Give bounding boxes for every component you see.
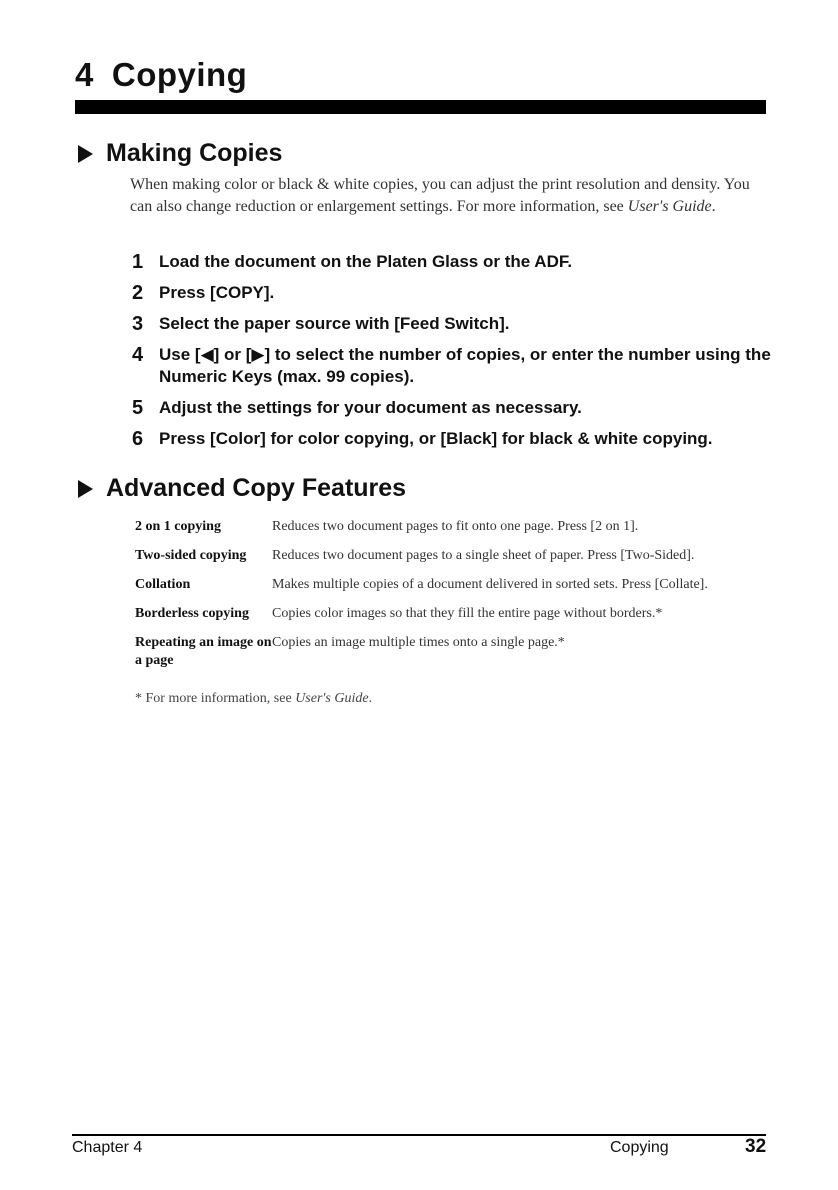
feature-term: 2 on 1 copying xyxy=(135,519,221,534)
feature-description: Copies an image multiple times onto a single page.* xyxy=(272,635,565,650)
chapter-title-text: Copying xyxy=(111,56,248,93)
features-table xyxy=(135,518,775,681)
step-text: Press [Color] for color copying, or [Black] for black & white copying. xyxy=(159,429,713,448)
step-number: 6 xyxy=(132,428,144,450)
table-row xyxy=(135,605,775,634)
step-item xyxy=(132,428,772,450)
step-number: 5 xyxy=(132,397,144,419)
footer-chapter: Chapter 4 xyxy=(72,1139,143,1156)
feature-term: Borderless copying xyxy=(135,606,249,621)
feature-description: Reduces two document pages to a single sheet of paper. Press [Two-Sided]. xyxy=(272,548,695,563)
step-text: Select the paper source with [Feed Switch]. xyxy=(159,314,510,333)
footer-rule xyxy=(72,1134,766,1136)
feature-term: Two-sided copying xyxy=(135,548,247,563)
step-item xyxy=(132,251,772,273)
chapter-number: 4 xyxy=(75,56,94,93)
section-heading-advanced-copy-features xyxy=(78,474,406,503)
feature-term: Repeating an image on a page xyxy=(135,635,272,668)
step-item xyxy=(132,344,772,388)
feature-description: Reduces two document pages to fit onto one page. Press [2 on 1]. xyxy=(272,519,639,534)
section-heading-text: Advanced Copy Features xyxy=(106,474,407,502)
step-text: Use [◀] or [▶] to select the number of copies, or enter the number using the Numeric Keys (max. 99 copies). xyxy=(159,345,771,386)
step-item xyxy=(132,397,772,419)
step-number: 3 xyxy=(132,313,144,335)
footnote xyxy=(135,691,372,707)
feature-term: Collation xyxy=(135,577,191,592)
chapter-title xyxy=(75,56,247,94)
step-item xyxy=(132,282,772,304)
steps-list xyxy=(132,251,772,459)
users-guide-reference: User's Guide xyxy=(627,198,712,215)
intro-end: . xyxy=(711,198,716,215)
section-heading-making-copies xyxy=(78,139,282,168)
step-number: 4 xyxy=(132,344,144,366)
step-item xyxy=(132,313,772,335)
table-row xyxy=(135,547,775,576)
footnote-text: * For more information, see xyxy=(135,691,292,706)
feature-description: Copies color images so that they fill the entire page without borders.* xyxy=(272,606,663,621)
footnote-end: . xyxy=(368,691,373,706)
table-row xyxy=(135,576,775,605)
title-rule xyxy=(75,100,766,114)
feature-description: Makes multiple copies of a document delivered in sorted sets. Press [Collate]. xyxy=(272,577,708,592)
step-text: Adjust the settings for your document as necessary. xyxy=(159,398,582,417)
footer-section: Copying xyxy=(610,1139,669,1156)
section-heading-text: Making Copies xyxy=(106,139,283,167)
intro-paragraph xyxy=(130,174,750,218)
triangle-bullet-icon xyxy=(78,145,93,163)
step-text: Load the document on the Platen Glass or the ADF. xyxy=(159,252,573,271)
page-number: 32 xyxy=(745,1136,767,1157)
step-number: 1 xyxy=(132,251,144,273)
users-guide-reference: User's Guide xyxy=(295,691,369,706)
intro-text: When making color or black & white copies, you can adjust the print resolution and density. You can also change reduction or enlargement settings. For more information, see xyxy=(130,176,750,215)
table-row xyxy=(135,518,775,547)
step-number: 2 xyxy=(132,282,144,304)
triangle-bullet-icon xyxy=(78,480,93,498)
step-text: Press [COPY]. xyxy=(159,283,275,302)
table-row xyxy=(135,634,775,681)
